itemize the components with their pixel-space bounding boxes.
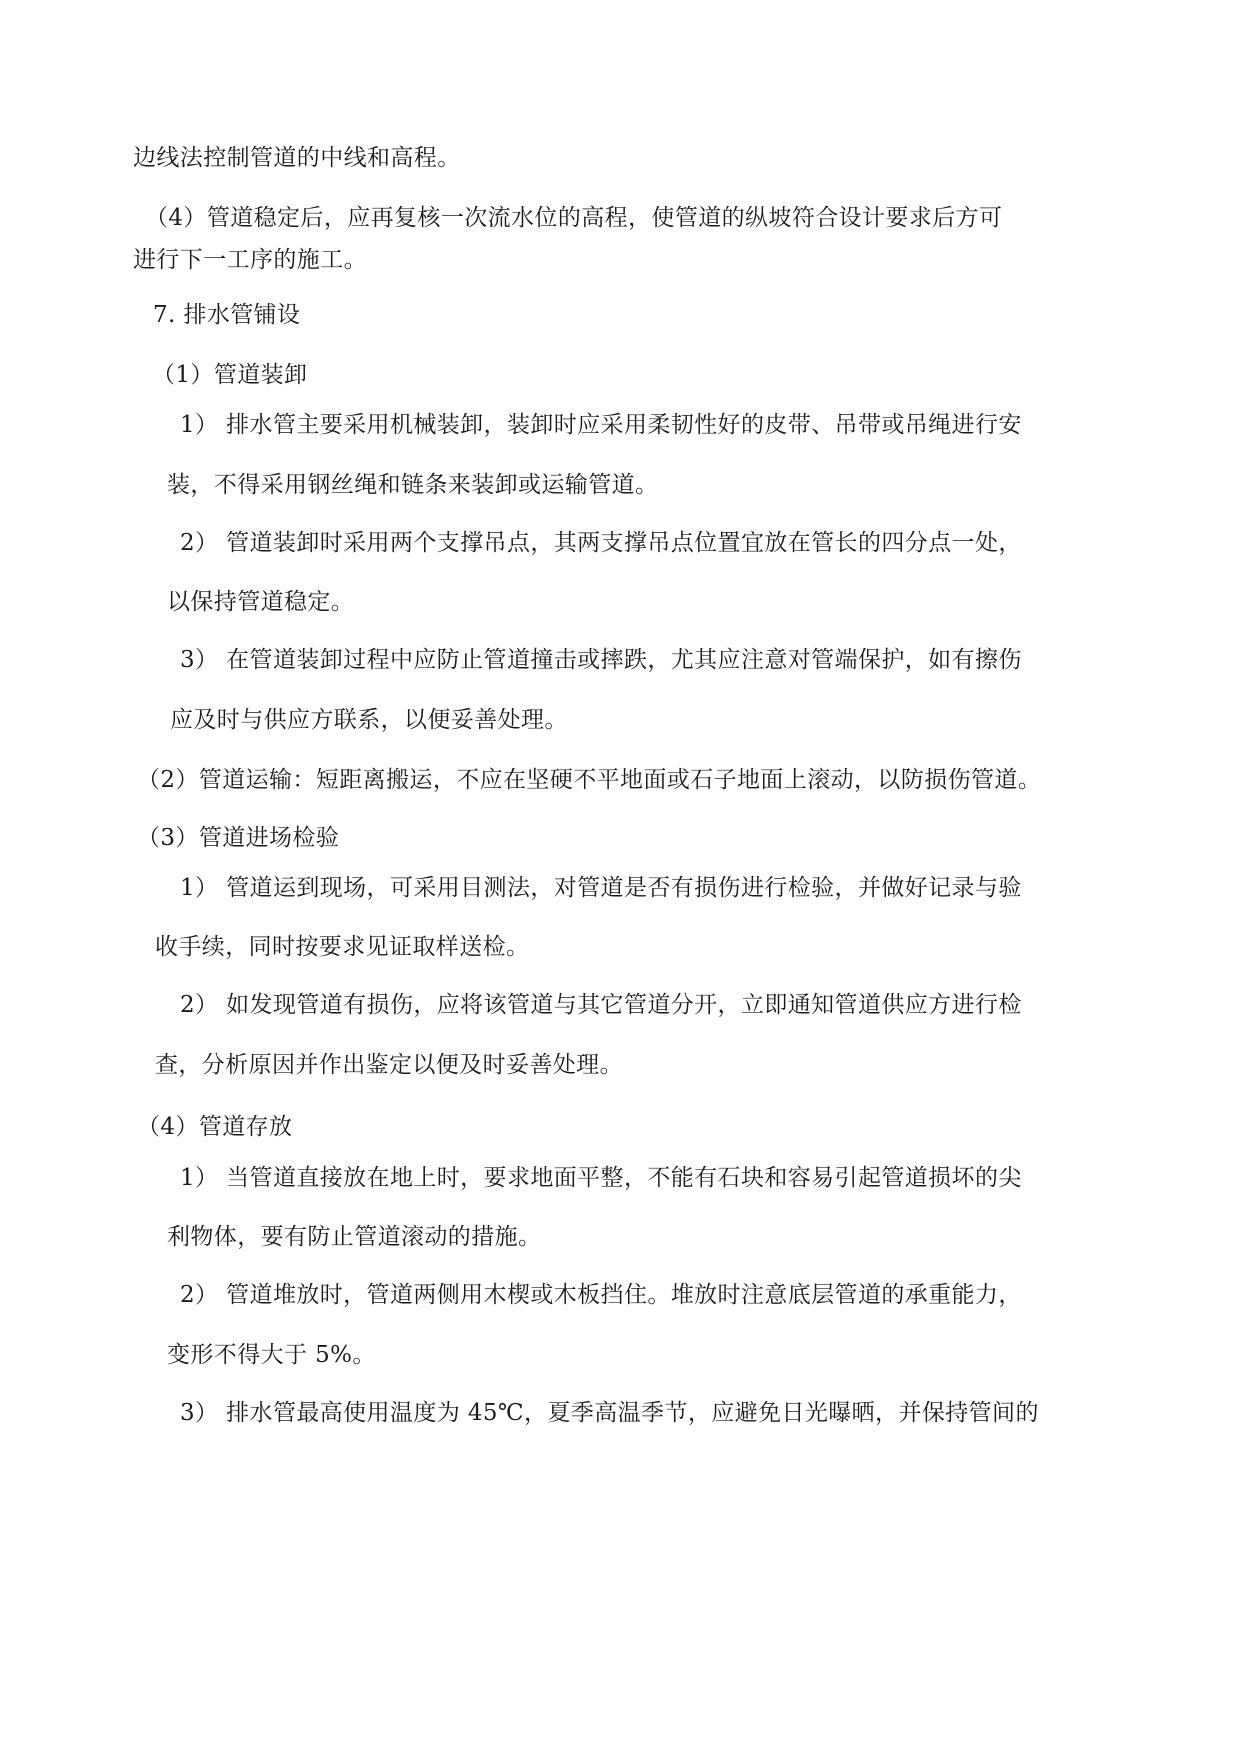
- text-line: 利物体，要有防止管道滚动的措施。: [167, 1224, 542, 1250]
- text-line: 1） 排水管主要采用机械装卸，装卸时应采用柔韧性好的皮带、吊带或吊绳进行安: [180, 412, 1022, 438]
- text-line: （2）管道运输：短距离搬运，不应在坚硬不平地面或石子地面上滚动，以防损伤管道。: [137, 767, 1042, 793]
- text-line: 边线法控制管道的中线和高程。: [133, 145, 461, 171]
- subsection-heading: （4）管道存放: [137, 1114, 293, 1140]
- text-line: 收手续，同时按要求见证取样送检。: [155, 934, 530, 960]
- text-line: 2） 如发现管道有损伤，应将该管道与其它管道分开，立即通知管道供应方进行检: [180, 992, 1022, 1018]
- text-line: 以保持管道稳定。: [167, 589, 355, 615]
- text-line: 查，分析原因并作出鉴定以便及时妥善处理。: [155, 1052, 623, 1078]
- subsection-heading: （1）管道装卸: [152, 362, 308, 388]
- text-line: 3） 在管道装卸过程中应防止管道撞击或摔跌，尤其应注意对管端保护，如有擦伤: [180, 647, 1022, 673]
- text-line: 1） 管道运到现场，可采用目测法，对管道是否有损伤进行检验，并做好记录与验: [180, 875, 1022, 901]
- subsection-heading: （3）管道进场检验: [137, 825, 340, 851]
- text-line: （4）管道稳定后，应再复核一次流水位的高程，使管道的纵坡符合设计要求后方可: [145, 205, 1003, 231]
- text-line: 1） 当管道直接放在地上时，要求地面平整，不能有石块和容易引起管道损坏的尖: [180, 1165, 1022, 1191]
- text-line: 装，不得采用钢丝绳和链条来装卸或运输管道。: [167, 472, 659, 498]
- text-line: 2） 管道装卸时采用两个支撑吊点，其两支撑吊点位置宜放在管长的四分点一处，: [180, 530, 1022, 556]
- section-heading: 7. 排水管铺设: [153, 302, 301, 328]
- text-line: 进行下一工序的施工。: [133, 247, 367, 273]
- text-line: 变形不得大于 5%。: [167, 1342, 376, 1368]
- text-line: 2） 管道堆放时，管道两侧用木楔或木板挡住。堆放时注意底层管道的承重能力，: [180, 1282, 1022, 1308]
- text-line: 应及时与供应方联系，以便妥善处理。: [170, 707, 568, 733]
- text-line: 3） 排水管最高使用温度为 45℃，夏季高温季节，应避免日光曝晒，并保持管间的: [180, 1400, 1039, 1426]
